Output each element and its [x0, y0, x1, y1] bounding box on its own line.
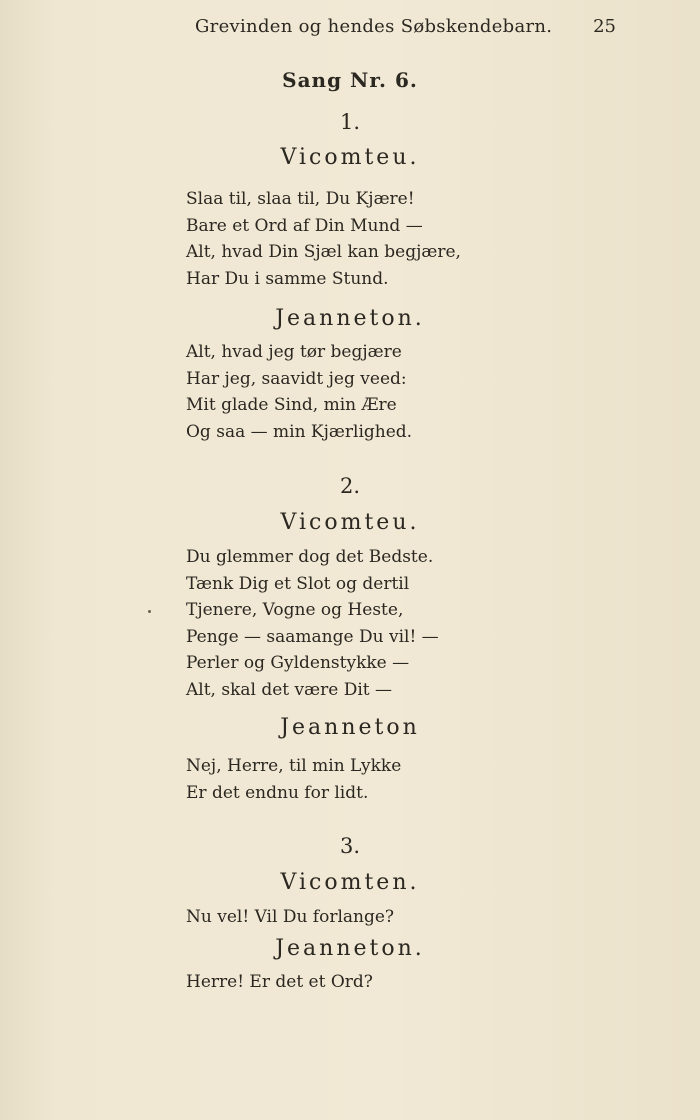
- print-speck: [148, 610, 151, 613]
- speaker-heading: Jeanneton.: [275, 306, 425, 331]
- speaker-heading: Jeanneton.: [275, 936, 425, 961]
- verse-line: Alt, skal det være Dit —: [186, 679, 393, 700]
- song-title: Sang Nr. 6.: [282, 68, 418, 92]
- verse-line: Bare et Ord af Din Mund —: [186, 215, 423, 236]
- speaker-heading: Jeanneton: [280, 715, 420, 740]
- section-number: 2.: [339, 474, 361, 498]
- verse-line: Penge — saamange Du vil! —: [186, 626, 439, 647]
- page-number: 25: [593, 16, 616, 37]
- running-title: Grevinden og hendes Søbskendebarn.: [195, 16, 553, 37]
- verse-line: Alt, hvad Din Sjæl kan begjære,: [186, 242, 461, 262]
- speaker-heading: Vicomteu.: [280, 510, 420, 535]
- speaker-heading: Vicomten.: [280, 870, 420, 895]
- verse-line: Nu vel! Vil Du forlange?: [186, 907, 395, 927]
- verse-line: Alt, hvad jeg tør begjære: [186, 342, 402, 362]
- speaker-heading: Vicomteu.: [280, 145, 420, 170]
- verse-block: [186, 186, 461, 292]
- section-number: 1.: [339, 110, 361, 134]
- verse-line: Har jeg, saavidt jeg veed:: [186, 368, 407, 389]
- verse-line: Herre! Er det et Ord?: [186, 972, 373, 992]
- section-number: 3.: [339, 834, 361, 858]
- verse-line: Har Du i samme Stund.: [186, 268, 389, 289]
- verse-line: Mit glade Sind, min Ære: [186, 395, 397, 415]
- verse-line: Er det endnu for lidt.: [186, 782, 369, 803]
- verse-line: Perler og Gyldenstykke —: [186, 653, 410, 673]
- verse-block: [186, 753, 401, 806]
- verse-block: [186, 339, 412, 445]
- verse-line: Tjenere, Vogne og Heste,: [186, 600, 404, 620]
- verse-line: Tænk Dig et Slot og dertil: [186, 573, 410, 594]
- verse-block: [186, 544, 439, 703]
- verse-line: Slaa til, slaa til, Du Kjære!: [186, 189, 415, 209]
- verse-block: [186, 904, 394, 931]
- verse-block: [186, 969, 373, 996]
- verse-line: Nej, Herre, til min Lykke: [186, 756, 402, 776]
- verse-line: Og saa — min Kjærlighed.: [186, 421, 413, 442]
- verse-line: Du glemmer dog det Bedste.: [186, 547, 434, 567]
